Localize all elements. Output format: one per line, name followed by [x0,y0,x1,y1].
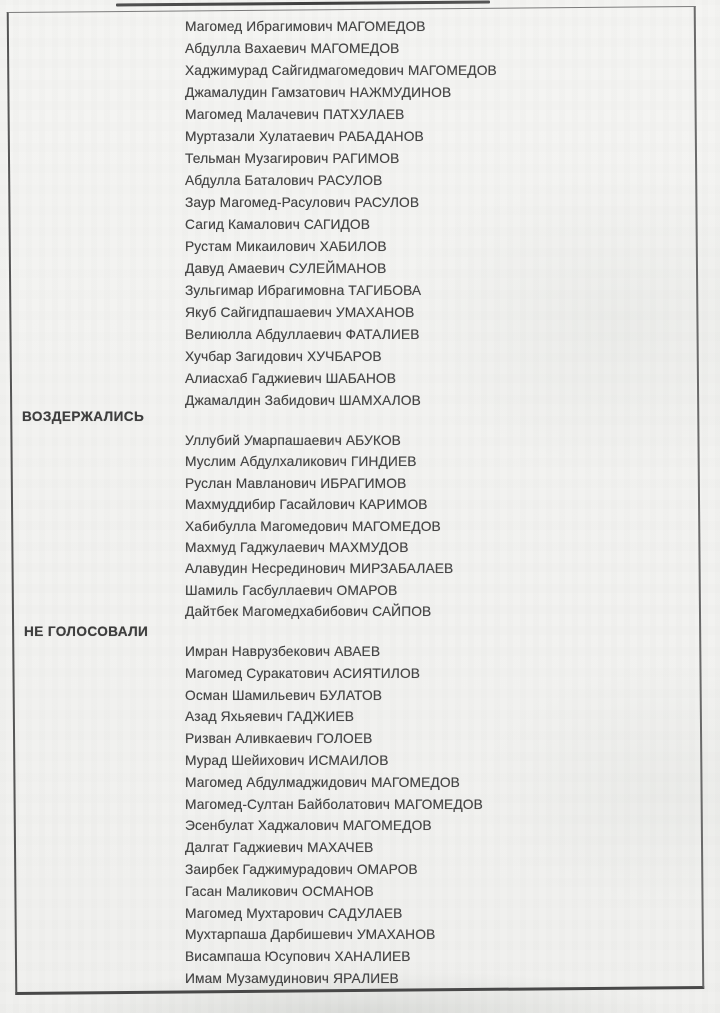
name-row: Имран Наврузбекович АВАЕВ [185,644,381,659]
name-row: Осман Шамильевич БУЛАТОВ [185,687,383,703]
abstained-name-list [185,430,453,623]
name-row: Сагид Камалович САГИДОВ [185,217,371,232]
name-row: Далгат Гаджиевич МАХАЧЕВ [185,840,374,856]
section-header-abstained: ВОЗДЕРЖАЛИСЬ [22,409,145,424]
name-row: Махмуд Гаджулаевич МАХМУДОВ [185,539,409,555]
name-row: Джамалудин Гамзатович НАЖМУДИНОВ [185,85,452,100]
name-row: Махмуддибир Гасайлович КАРИМОВ [185,497,428,513]
name-row: Гасан Маликович ОСМАНОВ [185,883,374,899]
name-row: Джамалдин Забидович ШАМХАЛОВ [185,393,421,408]
section-header-not-voted: НЕ ГОЛОСОВАЛИ [24,624,149,639]
name-row: Шамиль Гасбуллаевич ОМАРОВ [185,582,398,598]
name-row: Дайтбек Магомедхабибович САЙПОВ [185,604,432,620]
not-voted-name-list [185,641,483,990]
name-row: Заирбек Гаджимурадович ОМАРОВ [185,861,418,877]
name-row: Якуб Сайгидпашаевич УМАХАНОВ [185,305,415,320]
name-row: Руслан Мавланович ИБРАГИМОВ [185,475,407,491]
name-row: Магомед Малачевич ПАТХУЛАЕВ [185,107,405,122]
name-row: Азад Яхьяевич ГАДЖИЕВ [185,709,355,725]
name-row: Уллубий Умарпашаевич АБУКОВ [185,433,401,448]
name-row: Абдулла Баталович РАСУЛОВ [185,173,383,188]
name-row: Алиасхаб Гаджиевич ШАБАНОВ [185,371,397,386]
name-row: Магомед Ибрагимович МАГОМЕДОВ [185,19,426,34]
name-row: Имам Музамудинович ЯРАЛИЕВ [185,970,399,986]
voting-list-continued [185,16,497,412]
name-row: Магомед-Султан Байболатович МАГОМЕДОВ [185,796,483,812]
name-row: Хучбар Загидович ХУЧБАРОВ [185,349,382,364]
name-row: Алавудин Несрединович МИРЗАБАЛАЕВ [185,561,454,577]
name-row: Тельман Музагирович РАГИМОВ [185,151,400,166]
name-row: Давуд Амаевич СУЛЕЙМАНОВ [185,261,387,276]
name-row: Магомед Мухтарович САДУЛАЕВ [185,905,403,921]
name-row: Висампаша Юсупович ХАНАЛИЕВ [185,949,411,965]
name-row: Велиюлла Абдуллаевич ФАТАЛИЕВ [185,327,420,342]
name-row: Ризван Аливкаевич ГОЛОЕВ [185,731,373,747]
name-row: Хабибулла Магомедович МАГОМЕДОВ [185,518,441,534]
name-row: Муслим Абдулхаликович ГИНДИЕВ [185,454,417,470]
name-row: Эсенбулат Хаджалович МАГОМЕДОВ [185,818,432,834]
name-row: Мурад Шейихович ИСМАИЛОВ [185,752,389,768]
name-row: Магомед Абдулмаджидович МАГОМЕДОВ [185,774,460,790]
name-row: Заур Магомед-Расулович РАСУЛОВ [185,195,420,210]
name-row: Абдулла Вахаевич МАГОМЕДОВ [185,41,400,56]
name-row: Зульгимар Ибрагимовна ТАГИБОВА [185,283,422,298]
name-row: Магомед Суракатович АСИЯТИЛОВ [185,665,421,681]
name-row: Хаджимурад Сайгидмагомедович МАГОМЕДОВ [185,63,497,78]
name-row: Муртазали Хулатаевич РАБАДАНОВ [185,129,424,144]
name-row: Мухтарпаша Дарбишевич УМАХАНОВ [185,927,436,943]
name-row: Рустам Микаилович ХАБИЛОВ [185,239,387,254]
